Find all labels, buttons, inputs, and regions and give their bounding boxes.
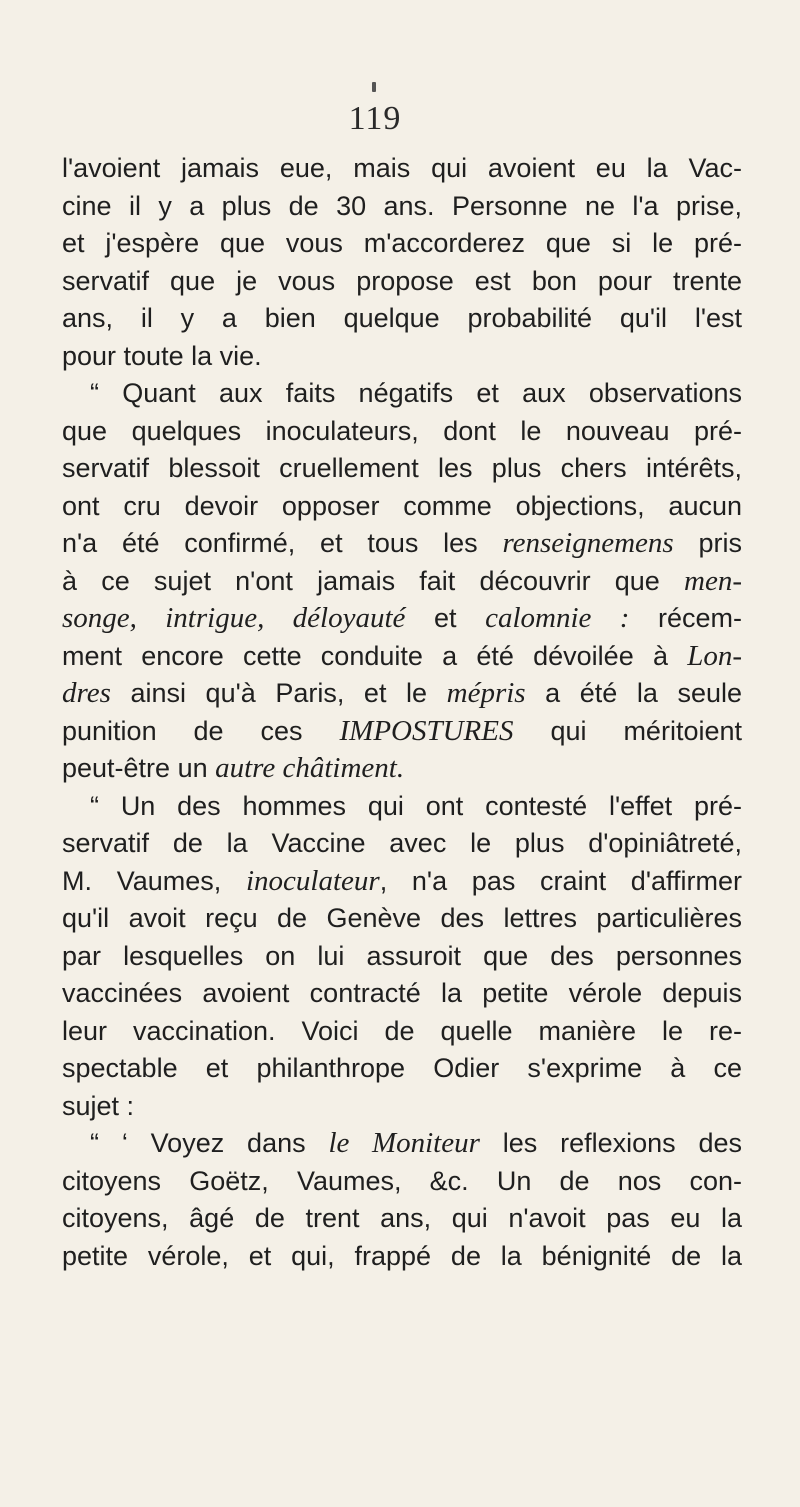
text-run: n'a été confirmé, et tous les — [62, 528, 503, 558]
italic-run: renseignemens — [502, 527, 674, 559]
text-run: qui méritoient — [513, 715, 742, 746]
text-line: ont cru devoir opposer comme objections, aucun — [62, 490, 742, 521]
page-number: 119 — [348, 100, 402, 137]
text-line: qu'il avoit reçu de Genève des lettres particulières — [62, 903, 742, 933]
text-run: , n'a pas craint d'affirmer — [379, 865, 742, 896]
italic-run: IMPOSTURES — [339, 714, 514, 747]
text-line — [62, 713, 742, 751]
text-line: ans, il y a bien quelque probabilité qu'il l'est — [62, 303, 742, 333]
text-line: cine il y a plus de 30 ans. Personne ne l'a prise, — [62, 190, 742, 221]
text-run: punition de ces — [62, 715, 340, 746]
text-line: l'avoient jamais eue, mais qui avoient eu la Vac- — [62, 153, 742, 183]
italic-run: le Moniteur — [328, 1127, 480, 1159]
text-line — [62, 1125, 742, 1163]
text-run: ainsi qu'à Paris, et le — [110, 678, 447, 708]
text-line: que quelques inoculateurs, dont le nouveau pré- — [62, 415, 742, 446]
text-line: servatif blessoit cruellement les plus chers intérêts, — [62, 453, 742, 483]
text-line: et j'espère que vous m'accorderez que si le pré- — [62, 228, 742, 258]
italic-run: inoculateur — [245, 864, 380, 897]
text-line — [62, 863, 742, 901]
text-line: “ Un des hommes qui ont contesté l'effet pré- — [90, 790, 742, 821]
text-line — [62, 638, 742, 676]
text-run: peut-être un — [62, 753, 216, 783]
italic-run: dres — [62, 677, 111, 709]
text-line: pour toute la vie. — [62, 340, 262, 371]
text-line: sujet : — [62, 1090, 135, 1121]
text-run: a été la seule — [525, 678, 742, 708]
italic-run: men- — [684, 564, 742, 597]
text-run: les reflexions des — [479, 1128, 742, 1158]
text-line: par lesquelles on lui assuroit que des personnes — [62, 940, 742, 971]
text-line: spectable et philanthrope Odier s'exprime à ce — [62, 1053, 742, 1083]
body-text — [62, 150, 742, 1275]
italic-run: mépris — [446, 677, 526, 709]
text-line: citoyens Goëtz, Vaumes, &c. Un de nos con- — [62, 1165, 742, 1196]
text-line: servatif de la Vaccine avec le plus d'opiniâtreté, — [62, 828, 742, 858]
text-line: citoyens, âgé de trent ans, qui n'avoit pas eu la — [62, 1203, 742, 1233]
text-line: vaccinées avoient contracté la petite vérole depuis — [62, 978, 742, 1008]
italic-run: autre châtiment. — [215, 752, 405, 784]
text-line — [62, 675, 742, 713]
text-line: petite vérole, et qui, frappé de la bénignité de la — [62, 1240, 742, 1271]
italic-run: calomnie : — [485, 602, 630, 634]
text-line: servatif que je vous propose est bon pour trente — [62, 265, 742, 296]
text-run: ment encore cette conduite a été dévoilée à — [62, 640, 688, 671]
printer-mark — [372, 82, 376, 92]
text-run: “ ‘ Voyez dans — [90, 1128, 329, 1158]
text-run: à ce sujet n'ont jamais fait découvrir que — [62, 565, 685, 596]
text-run: et — [405, 603, 486, 633]
text-line — [62, 525, 742, 563]
text-line — [62, 563, 742, 601]
text-run: M. Vaumes, — [62, 865, 246, 896]
italic-run: songe, intrigue, déloyauté — [62, 602, 406, 634]
text-line — [62, 750, 742, 788]
text-line — [62, 600, 742, 638]
italic-run: Lon- — [687, 639, 742, 672]
text-line: “ Quant aux faits négatifs et aux observations — [90, 378, 742, 408]
text-run: récem- — [629, 603, 742, 633]
text-line: leur vaccination. Voici de quelle manière le re- — [62, 1015, 742, 1046]
text-run: pris — [673, 528, 742, 558]
